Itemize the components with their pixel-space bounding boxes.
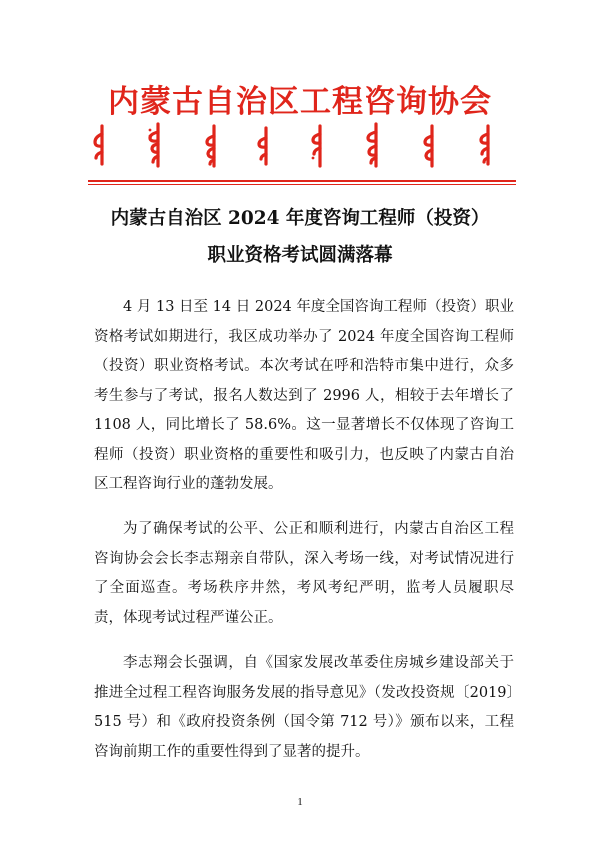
mongolian-word <box>207 126 214 166</box>
header-divider-thin <box>88 184 516 185</box>
mongolian-word <box>368 124 376 166</box>
mongolian-word <box>259 128 266 164</box>
mongolian-script-org-name <box>88 122 518 168</box>
mongolian-word <box>481 126 488 164</box>
organization-name: 内蒙古自治区工程咨询协会 <box>108 84 492 120</box>
header-divider-thick <box>88 180 516 182</box>
document-title-line1: 内蒙古自治区 2024 年度咨询工程师（投资） <box>110 208 490 229</box>
paragraph-1: 4 月 13 日至 14 日 2024 年度全国咨询工程师（投资）职业资格考试如期进行，我区成功举办了 2024 年度全国咨询工程师（投资）职业资格考试。本次考试在呼和浩特市集中进行，众多考生参与了考试，报名人数达到了 2996 人，相较于去年增长了 1108 人，同比增长了 58.6%。这一显著增长不仅体现了咨询工程师（投资）职业资格的重要性和吸引力，也反映了内蒙古自治区工程咨询行业的蓬勃发展。 <box>94 299 514 492</box>
mongolian-word <box>149 124 158 166</box>
mongolian-word <box>95 126 102 164</box>
mongolian-word <box>312 126 320 166</box>
document-title-line2: 职业资格考试圆满落幕 <box>207 245 393 266</box>
mongolian-word <box>425 126 432 166</box>
paragraph-3: 李志翔会长强调，自《国家发展改革委住房城乡建设部关于推进全过程工程咨询服务发展的指导意见》（发改投资规〔2019〕515 号）和《政府投资条例（国令第 712 号）》颁布以来，工程咨询前期工作的重要性得到了显著的提升。 <box>94 655 514 760</box>
paragraph-2: 为了确保考试的公平、公正和顺利进行，内蒙古自治区工程咨询协会会长李志翔亲自带队，深入考场一线，对考试情况进行了全面巡查。考场秩序井然，考风考纪严明，监考人员履职尽责，体现考试过程严谨公正。 <box>94 521 514 626</box>
page-number: 1 <box>297 796 303 808</box>
